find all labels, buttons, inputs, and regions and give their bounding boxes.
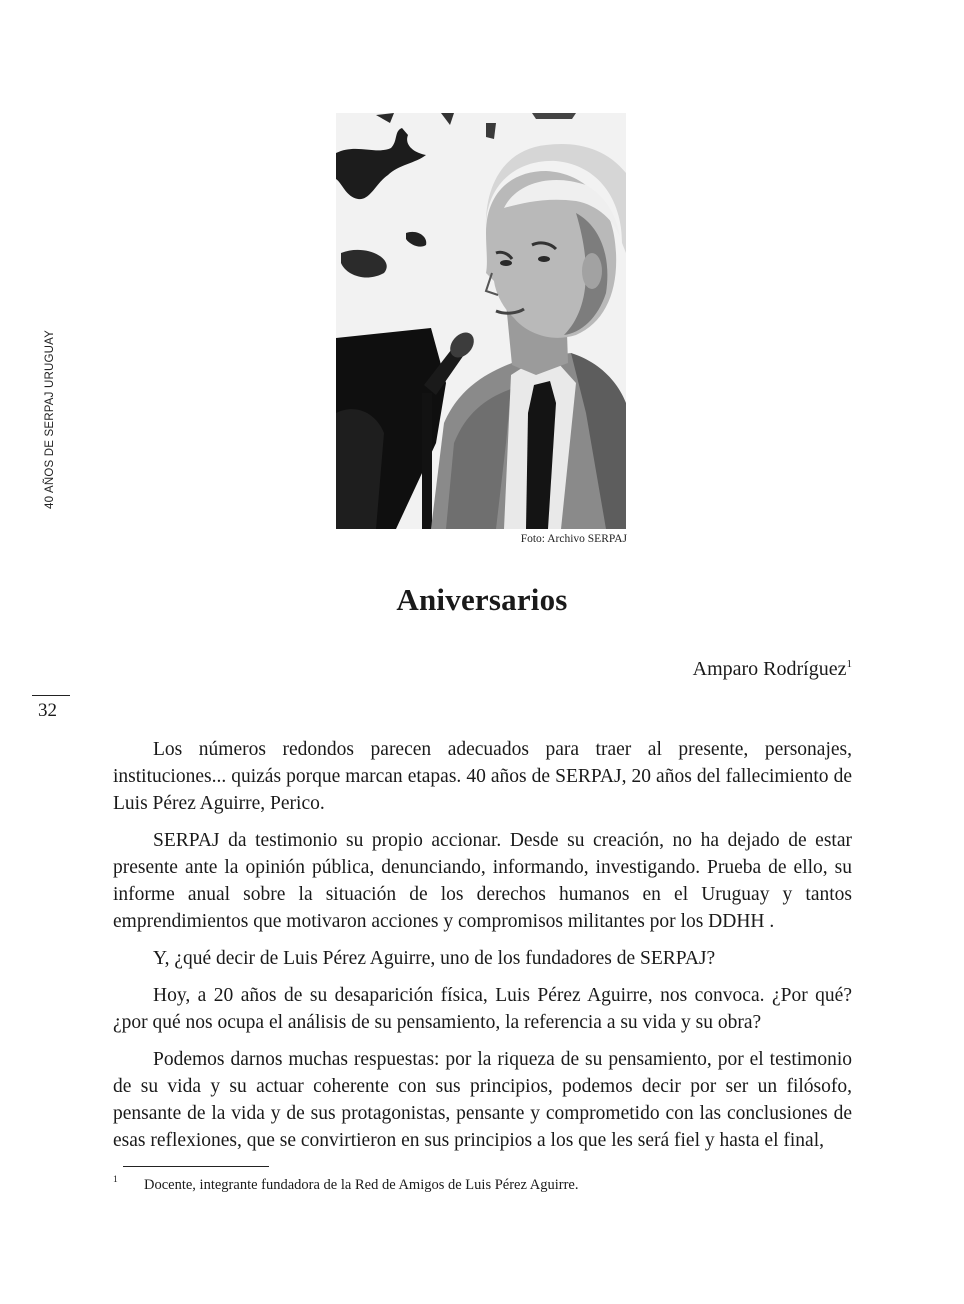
footnote-separator (123, 1166, 269, 1167)
footnote-mark: 1 (113, 1175, 118, 1185)
body-paragraph: Podemos darnos muchas respuestas: por la riqueza de su pensamiento, por el testimonio de su vida y su actuar coherente con sus principios, podemos decir por ser un filósofo, pensante de la vida y de sus protagonistas, pensante y comprometido con las conclusiones de esas reflexiones, que se convirtieron en sus principios a los que les será fiel y hasta el final, (113, 1049, 852, 1151)
running-header: 40 AÑOS DE SERPAJ URUGUAY (44, 329, 56, 509)
article-author (693, 658, 852, 681)
portrait-photo (336, 113, 626, 529)
footnote-text: Docente, integrante fundadora de la Red de Amigos de Luis Pérez Aguirre. (144, 1177, 579, 1193)
author-footnote-ref: 1 (846, 658, 852, 670)
body-paragraph: SERPAJ da testimonio su propio accionar. Desde su creación, no ha dejado de estar presente ante la opinión pública, denunciando, informando, investigando. Prueba de ello, su informe anual sobre la situación de los derechos humanos en el Uruguay y tantos emprendimientos que motivaron acciones y compromisos militantes por los DDHH . (113, 830, 852, 932)
article-title: Aniversarios (396, 582, 568, 617)
article-body (113, 736, 852, 1164)
page-number-rule (32, 695, 70, 696)
body-paragraph: Hoy, a 20 años de su desaparición física, Luis Pérez Aguirre, nos convoca. ¿Por qué? ¿por qué nos ocupa el análisis de su pensamiento, la referencia a su vida y su obra? (113, 985, 852, 1033)
photo-caption: Foto: Archivo SERPAJ (520, 533, 627, 545)
page-number: 32 (38, 700, 57, 721)
body-paragraph: Y, ¿qué decir de Luis Pérez Aguirre, uno de los fundadores de SERPAJ? (153, 948, 716, 969)
author-name: Amparo Rodríguez (692, 658, 847, 680)
body-paragraph: Los números redondos parecen adecuados para traer al presente, personajes, instituciones... quizás porque marcan etapas. 40 años de SERPAJ, 20 años del fallecimiento de Luis Pérez Aguirre, Perico. (113, 739, 852, 814)
